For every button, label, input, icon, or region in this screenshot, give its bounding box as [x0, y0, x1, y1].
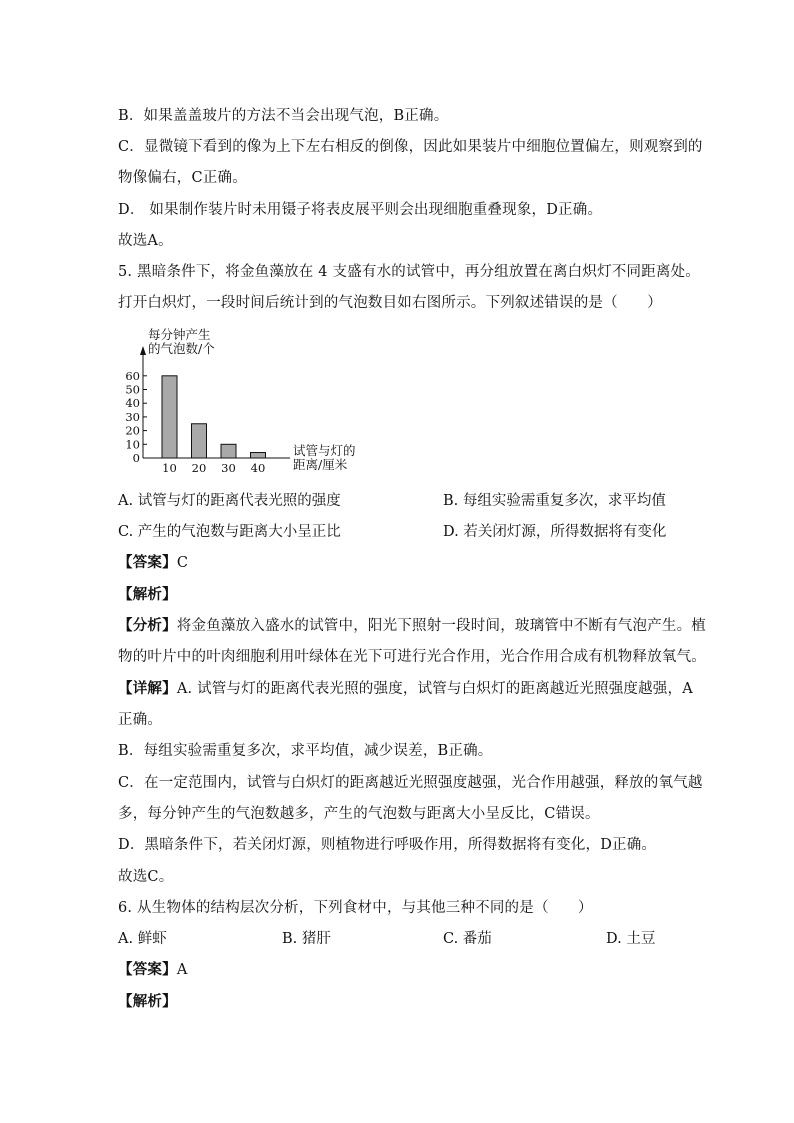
fenxi-line-1 — [118, 614, 706, 635]
chart-bar — [162, 376, 177, 458]
xiangjie-label: 【详解】 — [118, 680, 177, 697]
fenxi-line-2: 物的叶片中的叶肉细胞利用叶绿体在光下可进行光合作用，光合作用合成有机物释放氧气。 — [118, 649, 706, 665]
y-tick-label: 0 — [132, 451, 140, 465]
q6-option-b: B. 猪肝 — [282, 931, 331, 947]
x-tick-label: 20 — [191, 461, 207, 475]
bubble-chart — [125, 322, 370, 475]
x-tick-label: 40 — [250, 461, 266, 475]
answer-6 — [118, 958, 187, 979]
q5-option-d: D. 若关闭灯源，所得数据将有变化 — [443, 524, 667, 540]
y-tick-label: 50 — [125, 382, 140, 397]
answer-value: C — [176, 555, 189, 571]
y-axis-label-line-2: 的气泡数/个 — [148, 341, 215, 356]
fenxi-text: 将金鱼藻放入盛水的试管中，阳光下照射一段时间，玻璃管中不断有气泡产生。植 — [176, 618, 707, 634]
q6-option-c: C. 番茄 — [443, 931, 492, 947]
chart-bar — [192, 424, 207, 458]
xiangjie-line-a2: 正确。 — [118, 712, 163, 728]
xiangjie-text: A. 试管与灯的距离代表光照的强度，试管与白炽灯的距离越近光照强度越强，A — [176, 681, 693, 697]
y-tick-label: 30 — [125, 409, 140, 424]
y-tick-label: 10 — [125, 437, 140, 452]
x-axis-label-line-2: 距离/厘米 — [293, 457, 348, 472]
choose-5: 故选C。 — [118, 869, 174, 885]
answer-5 — [118, 551, 188, 572]
xiangjie-line-c2: 多，每分钟产生的气泡数越多，产生的气泡数与距离大小呈反比，C错误。 — [118, 806, 600, 822]
answer-label: 【答案】 — [118, 554, 177, 571]
q5-option-b: B. 每组实验需重复多次，求平均值 — [443, 493, 666, 509]
text-line: 物像偏右，C正确。 — [118, 170, 247, 186]
xiangjie-line-c1: C．在一定范围内，试管与白炽灯的距离越近光照强度越强，光合作用越强，释放的氧气越 — [118, 775, 703, 791]
analysis-5-label: 【解析】 — [118, 586, 177, 603]
chart-bar — [221, 444, 236, 458]
text-line: B．如果盖盖玻片的方法不当会出现气泡，B正确。 — [118, 108, 449, 124]
q5-option-a: A. 试管与灯的距离代表光照的强度 — [118, 493, 341, 509]
xiangjie-line-d: D．黑暗条件下，若关闭灯源，则植物进行呼吸作用，所得数据将有变化，D正确。 — [118, 837, 657, 853]
y-tick-label: 40 — [125, 396, 140, 411]
answer-value: A — [176, 962, 188, 978]
x-tick-label: 30 — [221, 461, 236, 475]
text-line: D． 如果制作装片时未用镊子将表皮展平则会出现细胞重叠现象，D正确。 — [118, 202, 603, 218]
q5-option-c: C. 产生的气泡数与距离大小呈正比 — [118, 524, 341, 540]
q6-option-a: A. 鲜虾 — [118, 931, 167, 947]
chart-bar — [251, 453, 266, 458]
y-axis-arrow — [140, 346, 146, 355]
y-tick-label: 60 — [125, 368, 140, 383]
y-axis-label-line-1: 每分钟产生 — [148, 327, 211, 342]
q6-option-d: D. 土豆 — [606, 931, 656, 947]
x-tick-label: 10 — [162, 461, 177, 475]
answer-label: 【答案】 — [118, 961, 177, 978]
xiangjie-line-b: B．每组实验需重复多次，求平均值，减少误差，B正确。 — [118, 743, 493, 759]
analysis-6-label: 【解析】 — [118, 993, 177, 1010]
text-line: C．显微镜下看到的像为上下左右相反的倒像，因此如果装片中细胞位置偏左，则观察到的 — [118, 139, 703, 155]
xiangjie-line-a1 — [118, 677, 693, 698]
text-line: 故选A。 — [118, 233, 173, 249]
question-6: 6. 从生物体的结构层次分析，下列食材中，与其他三种不同的是（ ） — [118, 900, 593, 916]
question-5-line-2: 打开白炽灯，一段时间后统计到的气泡数目如右图所示。下列叙述错误的是（ ） — [118, 295, 662, 311]
question-5-line-1: 5. 黑暗条件下，将金鱼藻放在 4 支盛有水的试管中，再分组放置在离白炽灯不同距离处。 — [118, 264, 700, 280]
x-axis-label-line-1: 试管与灯的 — [293, 443, 356, 458]
y-tick-label: 20 — [125, 423, 140, 438]
fenxi-label: 【分析】 — [118, 617, 177, 634]
